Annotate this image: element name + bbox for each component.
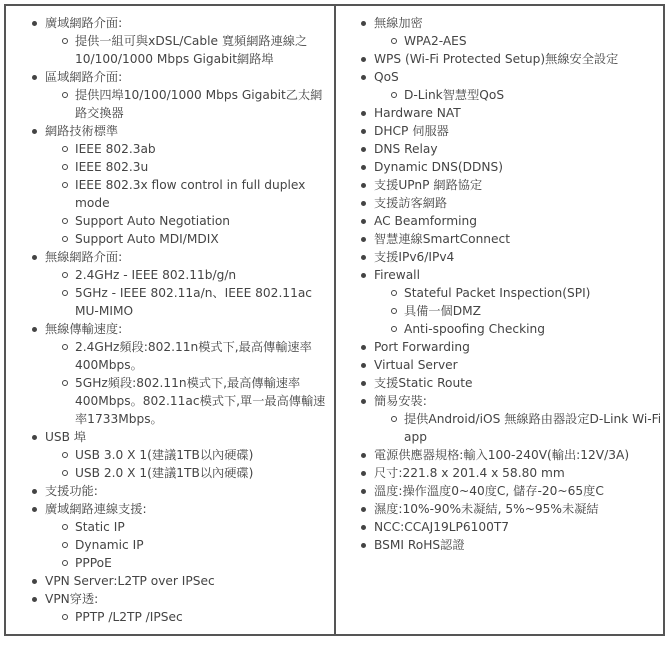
spec-item-label: VPN穿透:	[45, 592, 99, 606]
spec-subitem: 5GHz - IEEE 802.11a/n、IEEE 802.11ac MU-MIMO	[75, 284, 334, 320]
spec-subitem: 2.4GHz - IEEE 802.11b/g/n	[75, 266, 334, 284]
spec-item	[45, 428, 334, 482]
spec-subitem: Dynamic IP	[75, 536, 334, 554]
spec-sublist	[45, 338, 334, 428]
spec-item	[374, 194, 663, 212]
spec-item	[374, 482, 663, 500]
spec-item	[45, 482, 334, 500]
spec-sublist	[45, 446, 334, 482]
spec-list-left	[6, 6, 334, 626]
spec-sublist	[374, 284, 663, 338]
spec-sublist	[374, 410, 663, 446]
spec-item	[374, 536, 663, 554]
spec-item-label: USB 埠	[45, 430, 87, 444]
spec-item	[45, 500, 334, 572]
spec-item	[45, 122, 334, 248]
spec-item-label: Hardware NAT	[374, 106, 461, 120]
spec-item	[45, 320, 334, 428]
spec-item-label: 支援功能:	[45, 484, 98, 498]
spec-item-label: 濕度:10%-90%未凝結, 5%~95%未凝結	[374, 502, 599, 516]
spec-item-label: Virtual Server	[374, 358, 458, 372]
spec-table	[4, 4, 665, 636]
spec-item	[374, 122, 663, 140]
spec-subitem: Support Auto MDI/MDIX	[75, 230, 334, 248]
spec-subitem: 5GHz頻段:802.11n模式下,最高傳輸速率400Mbps。802.11ac模式下,單一最高傳輸速率1733Mbps。	[75, 374, 334, 428]
spec-subitem: Anti-spoofing Checking	[404, 320, 663, 338]
spec-item-label: 無線網路介面:	[45, 250, 123, 264]
spec-item-label: Dynamic DNS(DDNS)	[374, 160, 503, 174]
spec-sublist	[374, 86, 663, 104]
spec-item-label: 無線傳輸速度:	[45, 322, 123, 336]
spec-item	[374, 104, 663, 122]
spec-item	[45, 248, 334, 320]
spec-sublist	[45, 86, 334, 122]
spec-item	[374, 392, 663, 446]
spec-item-label: 網路技術標準	[45, 124, 119, 138]
spec-item	[374, 338, 663, 356]
spec-column-left	[6, 6, 336, 634]
spec-item-label: 支援UPnP 網路協定	[374, 178, 483, 192]
spec-item-label: VPN Server:L2TP over IPSec	[45, 574, 215, 588]
spec-column-right	[336, 6, 663, 634]
spec-subitem: IEEE 802.3u	[75, 158, 334, 176]
spec-item	[374, 140, 663, 158]
spec-item	[374, 158, 663, 176]
spec-item-label: 簡易安裝:	[374, 394, 427, 408]
spec-subitem: IEEE 802.3x flow control in full duplex mode	[75, 176, 334, 212]
spec-subitem: USB 3.0 X 1(建議1TB以內硬碟)	[75, 446, 334, 464]
spec-item	[374, 464, 663, 482]
spec-item	[374, 176, 663, 194]
spec-item-label: 無線加密	[374, 16, 423, 30]
spec-item	[374, 14, 663, 50]
spec-item	[374, 68, 663, 104]
spec-item	[374, 50, 663, 68]
spec-subitem: 2.4GHz頻段:802.11n模式下,最高傳輸速率400Mbps。	[75, 338, 334, 374]
spec-item-label: 廣域網路介面:	[45, 16, 123, 30]
spec-item-label: 支援IPv6/IPv4	[374, 250, 455, 264]
spec-subitem: 提供一組可與xDSL/Cable 寬頻網路連線之10/100/1000 Mbps Gigabit網路埠	[75, 32, 334, 68]
spec-item	[374, 518, 663, 536]
spec-item	[374, 248, 663, 266]
spec-list-right	[336, 6, 663, 554]
spec-subitem: USB 2.0 X 1(建議1TB以內硬碟)	[75, 464, 334, 482]
spec-item	[374, 266, 663, 338]
spec-item-label: 區域網路介面:	[45, 70, 123, 84]
spec-sublist	[45, 518, 334, 572]
spec-item	[374, 356, 663, 374]
spec-subitem: 具備一個DMZ	[404, 302, 663, 320]
spec-subitem: Support Auto Negotiation	[75, 212, 334, 230]
spec-subitem: 提供Android/iOS 無線路由器設定D-Link Wi-Fi app	[404, 412, 662, 444]
spec-item-label: QoS	[374, 70, 399, 84]
spec-item	[45, 572, 334, 590]
spec-item-label: WPS (Wi-Fi Protected Setup)無線安全設定	[374, 52, 619, 66]
spec-item	[374, 230, 663, 248]
spec-subitem: PPPoE	[75, 554, 334, 572]
spec-item	[45, 68, 334, 122]
spec-item-label: BSMI RoHS認證	[374, 538, 465, 552]
spec-item	[45, 14, 334, 68]
spec-item-label: Port Forwarding	[374, 340, 470, 354]
spec-subitem: PPTP /L2TP /IPSec	[75, 608, 334, 626]
spec-item	[374, 446, 663, 464]
spec-sublist	[374, 32, 663, 50]
spec-item-label: 支援Static Route	[374, 376, 473, 390]
spec-subitem: WPA2-AES	[404, 32, 663, 50]
spec-sublist	[45, 608, 334, 626]
spec-item-label: 智慧連線SmartConnect	[374, 232, 511, 246]
spec-subitem: Static IP	[75, 518, 334, 536]
spec-item	[374, 500, 663, 518]
spec-item	[374, 374, 663, 392]
spec-subitem: D-Link智慧型QoS	[404, 86, 663, 104]
spec-sublist	[45, 266, 334, 320]
spec-subitem: IEEE 802.3ab	[75, 140, 334, 158]
spec-item	[45, 590, 334, 626]
spec-item	[374, 212, 663, 230]
spec-item-label: 支援訪客網路	[374, 196, 448, 210]
spec-item-label: 電源供應器規格:輸入100-240V(輸出:12V/3A)	[374, 448, 630, 462]
spec-item-label: DNS Relay	[374, 142, 438, 156]
spec-item-label: 溫度:操作溫度0~40度C, 儲存-20~65度C	[374, 484, 604, 498]
spec-subitem: Stateful Packet Inspection(SPI)	[404, 284, 663, 302]
spec-item-label: NCC:CCAJ19LP6100T7	[374, 520, 510, 534]
spec-subitem: 提供四埠10/100/1000 Mbps Gigabit乙太網路交換器	[75, 86, 334, 122]
spec-item-label: 尺寸:221.8 x 201.4 x 58.80 mm	[374, 466, 565, 480]
spec-item-label: Firewall	[374, 268, 420, 282]
spec-sublist	[45, 140, 334, 248]
spec-sublist	[45, 32, 334, 68]
spec-item-label: 廣域網路連線支援:	[45, 502, 147, 516]
spec-item-label: DHCP 伺服器	[374, 124, 449, 138]
spec-item-label: AC Beamforming	[374, 214, 477, 228]
